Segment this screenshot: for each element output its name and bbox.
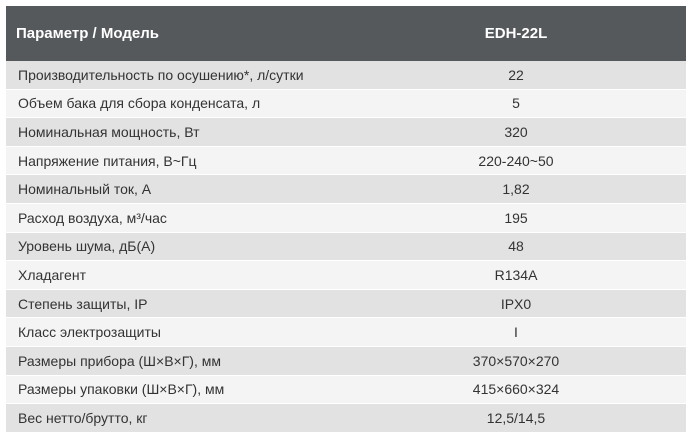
row-value: 415×660×324 <box>472 381 560 398</box>
header-model: EDH-22L <box>484 25 548 42</box>
row-parameter: Номинальный ток, А <box>18 181 152 198</box>
row-parameter: Производительность по осушению*, л/сутки <box>18 66 304 83</box>
table-row <box>6 347 686 376</box>
table-row <box>6 175 686 204</box>
table-row <box>6 147 686 176</box>
row-parameter: Хладагент <box>18 266 86 283</box>
row-parameter: Напряжение питания, В~Гц <box>18 152 197 169</box>
row-value: 1,82 <box>502 181 530 198</box>
row-parameter: Размеры прибора (Ш×В×Г), мм <box>18 352 221 369</box>
table-row <box>6 118 686 147</box>
table-row <box>6 318 686 347</box>
row-value: 48 <box>508 238 524 255</box>
row-parameter: Расход воздуха, м³/час <box>18 209 167 226</box>
row-parameter: Класс электрозащиты <box>18 324 161 341</box>
row-value: R134A <box>494 266 538 283</box>
row-parameter: Степень защиты, IP <box>18 295 148 312</box>
row-value: 22 <box>508 66 524 83</box>
row-value: 370×570×270 <box>472 352 560 369</box>
row-value: 220-240~50 <box>478 152 554 169</box>
table-row <box>6 376 686 405</box>
row-value: 320 <box>504 123 528 140</box>
table-row <box>6 90 686 119</box>
row-parameter: Размеры упаковки (Ш×В×Г), мм <box>18 381 225 398</box>
spec-table <box>6 6 686 433</box>
table-row <box>6 61 686 90</box>
row-value: 12,5/14,5 <box>486 409 546 426</box>
header-parameter: Параметр / Модель <box>16 25 159 42</box>
table-row <box>6 261 686 290</box>
row-parameter: Уровень шума, дБ(А) <box>18 238 156 255</box>
row-value: I <box>514 324 518 341</box>
row-value: IPX0 <box>500 295 532 312</box>
table-row <box>6 404 686 433</box>
table-row <box>6 233 686 262</box>
row-value: 195 <box>504 209 528 226</box>
table-row <box>6 290 686 319</box>
row-parameter: Вес нетто/брутто, кг <box>18 409 148 426</box>
row-value: 5 <box>512 95 520 112</box>
table-header-row <box>6 6 686 61</box>
row-parameter: Объем бака для сбора конденсата, л <box>18 95 261 112</box>
row-parameter: Номинальная мощность, Вт <box>18 123 200 140</box>
table-row <box>6 204 686 233</box>
